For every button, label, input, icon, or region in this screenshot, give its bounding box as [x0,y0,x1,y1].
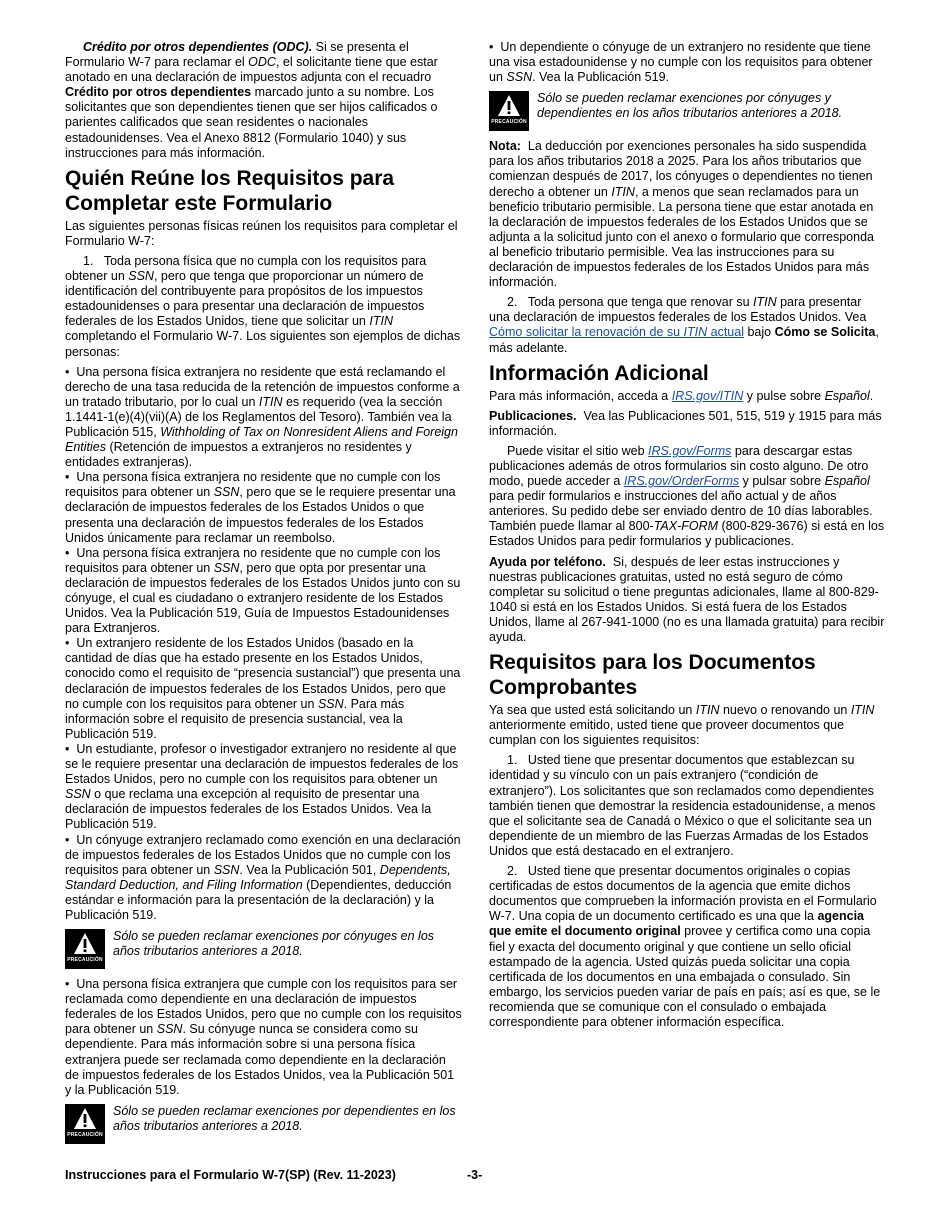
bullet-refund: • Una persona física extranjera no residente que no cumple con los requisitos para obtener un SSN, pero que se le requiere presentar una declaración de impuestos federales de los Estados Unidos o que presenta una declaración de impuestos federales de los Estados Unidos únicamente para reclamar un reembolso. [65,470,456,545]
irs-itin-link[interactable]: IRS.gov/ITIN [671,388,744,403]
bullet-visa: • Un dependiente o cónyuge de un extranjero no residente que tiene una visa estadounidense y no cumple con los requisitos para obtener un SSN. Vea la Publicación 519. [489,40,873,85]
right-column [489,40,885,1035]
requirement-1: 1. Usted tiene que presentar documentos que establezcan su identidad y su vínculo con un país extranjero (“condición de extranjero”). Los solicitantes que son reclamados como dependientes también tienen que demostrar la residencia estadounidense, a menos que el solicitante sea de Canadá o México o que el solicitante sea un dependiente de un miembro de las Fuerzas Armadas de los Estados Unidos que está destacado en el extranjero. [489,753,876,858]
footer-title: Instrucciones para el Formulario W-7(SP) (Rev. 11-2023) [65,1168,396,1182]
publications-paragraph: Publicaciones. Vea las Publicaciones 501, 515, 519 y 1915 para más información. [489,408,882,438]
requirements-intro: Ya sea que usted está solicitando un ITIN nuevo o renovando un ITIN anteriormente emitido, usted tiene que proveer documentos que cumplan con los siguientes requisitos: [489,703,875,748]
odc-paragraph: Crédito por otros dependientes (ODC). Si se presenta el Formulario W-7 para reclamar el ODC, el solicitante tiene que estar anotado en una declaración de impuestos adjunta con el recuadro Crédito por otros dependientes marcado junto a su nombre. Los solicitantes que son dependientes tienen que ser hijos calificados o parientes calificados que sean residentes o nacionales estadounidenses. Vea el Anexo 8812 (Formulario 1040) y sus instrucciones para más información. [65,40,438,160]
requirement-2: 2. Usted tiene que presentar documentos originales o copias certificadas de estos documentos de la agencia que emite dichos documentos que comprueben la información provista en el Formulario W-7. Una copia de un documento certificado es una que la agencia que emite el documento original provee y certifica como una copia fiel y exacta del documento original y que contiene un sello oficial estampado de la agencia. Usted quizás pueda solicitar una copia certificada de los documentos en una embajada o consulado. Sin embargo, los servicios pueden variar de país en país; así es que, se le recomienda que se comunique con el consulado o embajada correspondiente para obtener información específica. [489,864,881,1029]
heading-additional-info: Información Adicional [489,361,709,385]
caution-spouses [65,929,462,969]
left-column [65,40,462,1152]
bullet-student: • Un estudiante, profesor o investigador extranjero no residente al que se le requiere presentar una declaración de impuestos federales de los Estados Unidos, pero no cumple con los requisitos para obtener un SSN o que reclama una excepción al requisito de presentar una declaración de impuestos federales de los Estados Unidos. Vea la Publicación 519. [65,741,459,832]
item-2: 2. Toda persona que tenga que renovar su ITIN para presentar una declaración de impuestos federales de los Estados Unidos. Vea Cómo solicitar la renovación de su ITIN actual bajo Cómo se Solicita, más adelante. [489,295,879,355]
note-paragraph: Nota: La deducción por exenciones personales ha sido suspendida para los años tributarios 2018 a 2025. Para los años tributarios que comienzan después de 2017, los cónyuges o dependientes no tienen derecho a obtener un ITIN, a menos que sean reclamados para un beneficio tributario permisible. La persona tiene que estar anotada en la declaración de impuestos federales de los Estados Unidos que se adjunta a la solicitud junto con el anexo o formulario que corresponda al beneficio tributario permisible. Vea las instrucciones para su declaración de impuestos federales de los Estados Unidos para más información. [489,139,874,290]
caution-dependents [65,1104,462,1144]
caution-spouses-dependents [489,91,885,131]
caution-text: Sólo se pueden reclamar exenciones por cónyuges en los años tributarios anteriores a 2018. [113,929,435,959]
bullet-joint-return: • Una persona física extranjera no residente que no cumple con los requisitos para obtener un SSN, pero que opta por presentar una declaración de impuestos federales de los Estados Unidos junto con su cónyuge, el cual es ciudadano o extranjero residente de los Estados Unidos. Vea la Publicación 519, Guía de Impuestos Estadounidenses para Extranjeros. [65,545,461,636]
bullet-dependent: • Una persona física extranjera que cumple con los requisitos para ser reclamada como dependiente en una declaración de impuestos federales de los Estados Unidos, pero que no cumple con los requisitos para obtener un SSN. Su cónyuge nunca se considera como su dependiente. Para más información sobre si una persona física extranjera puede ser reclamada como dependiente en la declaración de impuestos federales de los Estados Unidos, vea la Publicación 501 y la Publicación 519. [65,977,462,1097]
caution-icon: PRECAUCIÓN [65,1104,105,1144]
intro-paragraph: Las siguientes personas físicas reúnen los requisitos para completar el Formulario W-7: [65,218,458,248]
page-number: -3- [467,1168,483,1182]
caution-icon: PRECAUCIÓN [65,929,105,969]
caution-icon: PRECAUCIÓN [489,91,529,131]
irs-forms-link[interactable]: IRS.gov/Forms [648,443,732,458]
bullet-spouse: • Un cónyuge extranjero reclamado como exención en una declaración de impuestos federales de los Estados Unidos que no cumple con los requisitos para obtener un SSN. Vea la Publicación 501, Dependents, Standard Deduction, and Filing Information (Dependientes, deducción estándar e información para la presentación de la declaración) y la Publicación 519. [65,832,461,922]
bullet-resident-alien: • Un extranjero residente de los Estados Unidos (basado en la cantidad de días que ha estado presente en los Estados Unidos, conocido como el requisito de “presencia sustancial”) que presenta una declaración de impuestos federales de los Estados Unidos, pero que no cumple con los requisitos para obtener un SSN. Para más información sobre el requisito de presencia sustancial, vea la Publicación 519. [65,636,461,741]
page-footer [65,1168,885,1182]
info-paragraph: Para más información, acceda a IRS.gov/ITIN y pulse sobre Español. [489,388,874,403]
caution-text: Sólo se pueden reclamar exenciones por cónyuges y dependientes en los años tributarios anteriores a 2018. [537,91,843,121]
caution-text: Sólo se pueden reclamar exenciones por dependientes en los años tributarios anteriores a 2018. [113,1103,456,1133]
bullet-treaty: • Una persona física extranjera no residente que está reclamando el derecho de una tasa reducida de la retención de impuestos conforme a un tratado tributario, por lo cual un ITIN es requerido (vea la sección 1.1441-1(e)(4)(vii)(A) de los Reglamentos del Tesoro). También vea la Publicación 515, Withholding of Tax on Nonresident Aliens and Foreign Entities (Retención de impuestos a extranjeros no residentes y entidades extranjeras). [65,364,460,470]
renewal-link[interactable]: Cómo solicitar la renovación de su ITIN actual [489,325,744,340]
odc-title: Crédito por otros dependientes (ODC). [83,40,313,54]
heading-who-qualifies: Quién Reúne los Requisitos para Completar este Formulario [65,166,395,215]
heading-document-requirements: Requisitos para los Documentos Comprobantes [489,651,816,700]
item-1: 1. Toda persona física que no cumpla con los requisitos para obtener un SSN, pero que tenga que proporcionar un número de identificación del contribuyente para propósitos de los impuestos estadounidenses o para presentar una declaración de impuestos federales de los Estados Unidos, tiene que solicitar un ITIN completando el Formulario W-7. Los siguientes son ejemplos de dichas personas: [65,253,461,359]
irs-orderforms-link[interactable]: IRS.gov/OrderForms [623,474,740,489]
phone-paragraph: Ayuda por teléfono. Si, después de leer estas instrucciones y nuestras publicaciones gratuitas, usted no está seguro de cómo completar su solicitud o tiene preguntas adicionales, llame al 800-829-1040 si está en los Estados Unidos. Si está fuera de los Estados Unidos, llame al 267-941-1000 (no es una llamada gratuita) para recibir ayuda. [489,554,885,644]
visit-paragraph: Puede visitar el sitio web IRS.gov/Forms para descargar estas publicaciones además de otros formularios sin costo alguno. De otro modo, puede acceder a IRS.gov/OrderForms y pulsar sobre Español para pedir formularios e instrucciones del año actual y de años anteriores. Su pedido debe ser enviado dentro de 10 días laborables. También puede llamar al 800-TAX-FORM (800-829-3676) si está en los Estados Unidos para pedir formularios y publicaciones. [489,443,885,549]
